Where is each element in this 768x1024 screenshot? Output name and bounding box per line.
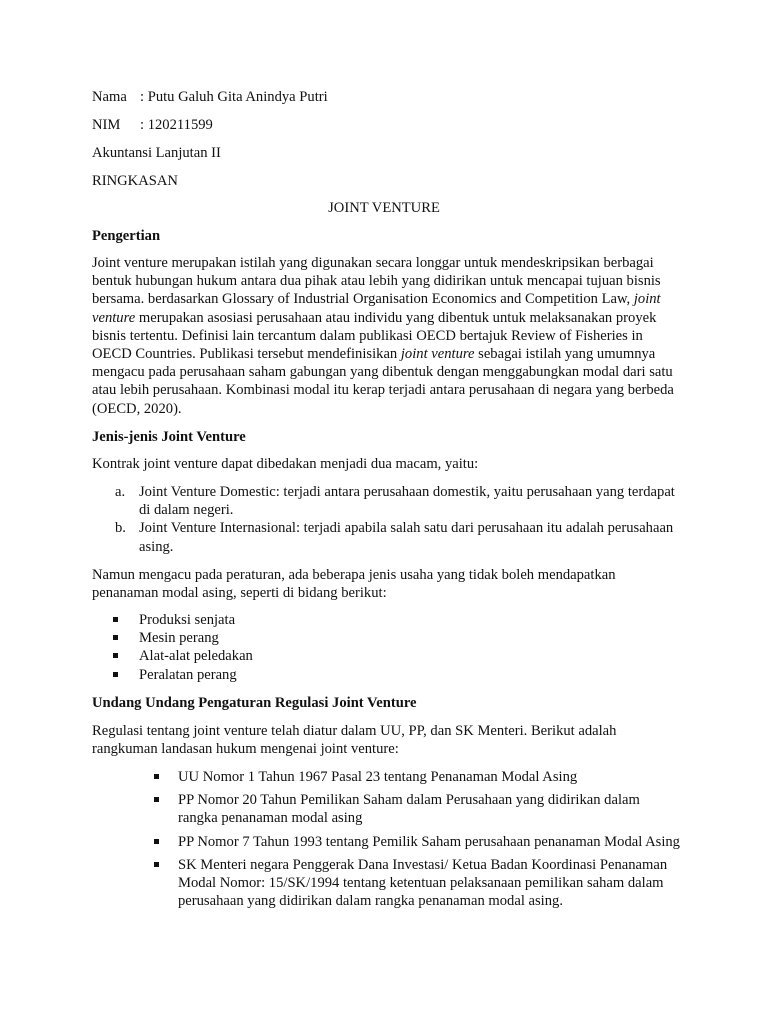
course-name: Akuntansi Lanjutan II — [92, 145, 221, 161]
list-item — [92, 856, 682, 911]
list-marker: b. — [115, 520, 126, 537]
list-item — [92, 519, 682, 555]
name-label: Nama — [92, 89, 127, 105]
pengertian-italic-2: joint venture — [400, 346, 475, 363]
heading-jenis: Jenis-jenis Joint Venture — [92, 429, 246, 445]
pengertian-text-3: sebagai istilah yang umumnya mengacu pada perusahaan saham gabungan yang dibentuk dengan menggabungkan modal dari satu atau lebih perusahaan. Kombinasi modal itu kerap terjadi antara perusahaan di negara yang berbeda (OECD, 2020). — [92, 346, 674, 417]
list-item — [92, 611, 682, 629]
bullet-icon — [113, 653, 118, 658]
list-item-text: PP Nomor 7 Tahun 1993 tentang Pemilik Saham perusahaan penanaman Modal Asing — [178, 833, 680, 850]
bullet-icon — [154, 797, 159, 802]
list-item-text: PP Nomor 20 Tahun Pemilikan Saham dalam Perusahaan yang didirikan dalam rangka penanaman modal asing — [178, 792, 640, 827]
list-item-text: Joint Venture Internasional: terjadi apabila salah satu dari perusahaan itu adalah perusahaan asing. — [139, 520, 674, 555]
pengertian-text-1: Joint venture merupakan istilah yang digunakan secara longgar untuk mendeskripsikan berbagai bentuk hubungan hukum antara dua pihak atau lebih yang didirikan untuk mencapai tujuan bisnis bersama. berdasarkan Glossary of Industrial Organisation Economics and Competition Law, — [92, 255, 661, 308]
bullet-icon — [113, 635, 118, 640]
bullet-icon — [154, 774, 159, 779]
list-item-text: Produksi senjata — [139, 612, 236, 628]
bullet-icon — [113, 672, 118, 677]
document-type: RINGKASAN — [92, 173, 178, 189]
list-item — [92, 768, 682, 786]
list-item — [92, 647, 682, 665]
name-value: : Putu Galuh Gita Anindya Putri — [140, 89, 328, 105]
pengertian-text-2: merupakan asosiasi perusahaan atau individu yang dibentuk untuk melaksanakan proyek bisnis tertentu. Definisi lain tercantum dalam publikasi OECD bertajuk Review of Fisheries in OECD Countries. Publikasi tersebut mendefinisikan — [92, 309, 657, 363]
laws-list — [92, 768, 682, 915]
jenis-list — [92, 483, 682, 556]
list-item — [92, 666, 682, 684]
list-item-text: Joint Venture Domestic: terjadi antara perusahaan domestik, yaitu perusahaan yang terdapat di dalam negeri. — [139, 484, 675, 519]
nim-label: NIM — [92, 117, 121, 133]
list-item-text: Mesin perang — [139, 630, 219, 647]
jenis-intro: Kontrak joint venture dapat dibedakan menjadi dua macam, yaitu: — [92, 456, 479, 472]
list-item — [92, 833, 682, 851]
heading-regulasi: Undang Undang Pengaturan Regulasi Joint Venture — [92, 695, 417, 711]
list-item-text: SK Menteri negara Penggerak Dana Investasi/ Ketua Badan Koordinasi Penanaman Modal Nomor: 15/SK/1994 tentang ketentuan pelaksanaan pemilikan saham dalam perusahaan yang didirikan dalam rangka penanaman modal asing. — [178, 856, 668, 910]
pengertian-italic-1: joint venture — [92, 291, 661, 326]
list-item-text: UU Nomor 1 Tahun 1967 Pasal 23 tentang Penanaman Modal Asing — [178, 769, 578, 785]
bullet-icon — [154, 862, 159, 867]
list-item — [92, 791, 682, 827]
list-marker: a. — [115, 484, 126, 500]
restricted-list — [92, 611, 682, 684]
bullet-icon — [113, 617, 118, 622]
heading-pengertian: Pengertian — [92, 228, 161, 244]
paragraph-pengertian — [92, 254, 682, 418]
nim-value: : 120211599 — [140, 117, 213, 133]
list-item-text: Alat-alat peledakan — [139, 648, 253, 665]
nim-line — [92, 116, 213, 134]
bullet-icon — [154, 839, 159, 844]
list-item-text: Peralatan perang — [139, 666, 237, 683]
name-line — [92, 88, 328, 106]
list-item — [92, 629, 682, 647]
document-title: JOINT VENTURE — [328, 200, 440, 216]
regulasi-intro: Regulasi tentang joint venture telah diatur dalam UU, PP, dan SK Menteri. Berikut adalah rangkuman landasan hukum mengenai joint venture: — [92, 723, 617, 758]
list-item — [92, 483, 682, 519]
restriction-paragraph: Namun mengacu pada peraturan, ada beberapa jenis usaha yang tidak boleh mendapatkan penanaman modal asing, seperti di bidang berikut: — [92, 567, 616, 602]
